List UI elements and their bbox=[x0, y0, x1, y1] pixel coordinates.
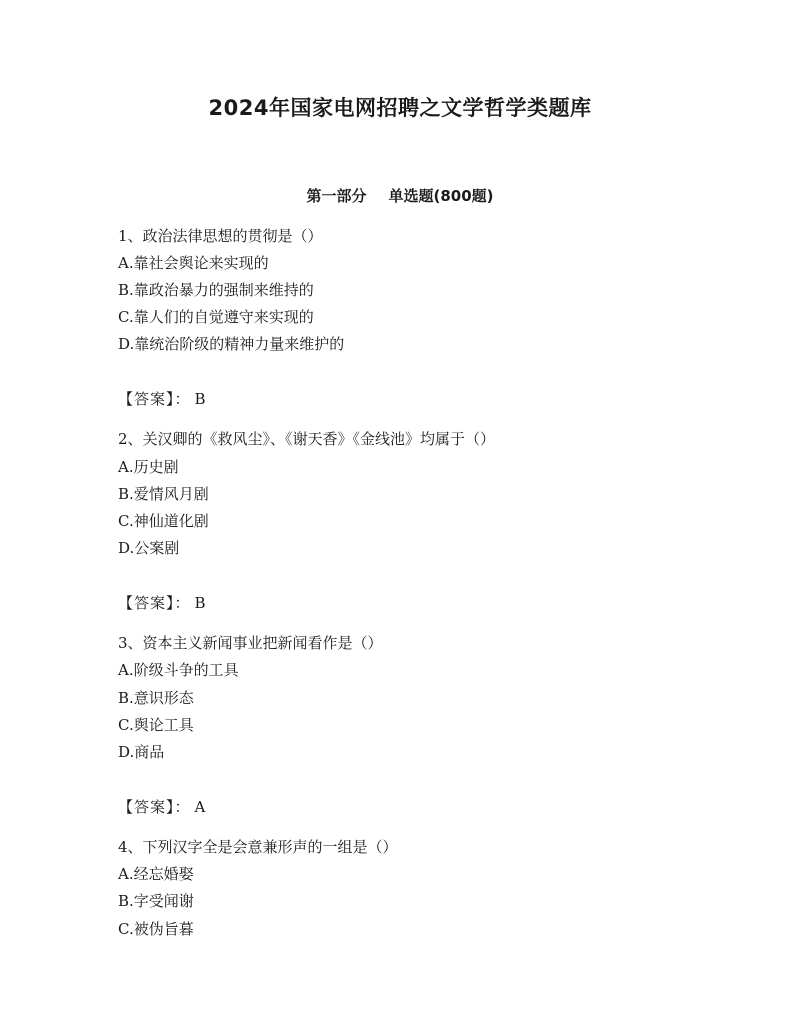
question-option: C.被伪旨暮 bbox=[118, 920, 194, 938]
question-option: C.舆论工具 bbox=[118, 716, 194, 734]
section-heading bbox=[0, 185, 800, 206]
answer-label: 【答案】： bbox=[118, 594, 191, 612]
section-name: 单选题(800题) bbox=[388, 187, 494, 205]
question-option: D.商品 bbox=[118, 743, 165, 761]
question-option: B.意识形态 bbox=[118, 689, 194, 707]
document-title: 2024年国家电网招聘之文学哲学类题库 bbox=[208, 96, 592, 120]
answer-label: 【答案】： bbox=[118, 798, 191, 816]
section-part: 第一部分 bbox=[306, 187, 367, 205]
question-option: A.经忘婚娶 bbox=[118, 865, 194, 883]
question-option: A.历史剧 bbox=[118, 458, 179, 476]
answer-value: A bbox=[194, 798, 206, 816]
question-option: C.靠人们的自觉遵守来实现的 bbox=[118, 308, 314, 326]
question-option: A.阶级斗争的工具 bbox=[118, 661, 239, 679]
question-stem: 2、关汉卿的《救风尘》、《谢天香》《金线池》均属于（） bbox=[118, 430, 496, 448]
answer-line bbox=[118, 389, 206, 409]
question-option: B.字受闻谢 bbox=[118, 892, 194, 910]
question-option: C.神仙道化剧 bbox=[118, 512, 209, 530]
question-option: B.爱情风月剧 bbox=[118, 485, 209, 503]
question-option: B.靠政治暴力的强制来维持的 bbox=[118, 281, 314, 299]
answer-value: B bbox=[194, 594, 206, 612]
answer-line bbox=[118, 593, 206, 613]
question-option: D.靠统治阶级的精神力量来维护的 bbox=[118, 335, 345, 353]
answer-line bbox=[118, 797, 205, 817]
answer-value: B bbox=[194, 390, 206, 408]
question-option: A.靠社会舆论来实现的 bbox=[118, 254, 269, 272]
question-stem: 1、政治法律思想的贯彻是（） bbox=[118, 227, 323, 245]
question-stem: 3、资本主义新闻事业把新闻看作是（） bbox=[118, 634, 383, 652]
answer-label: 【答案】： bbox=[118, 390, 191, 408]
question-option: D.公案剧 bbox=[118, 539, 180, 557]
question-stem: 4、下列汉字全是会意兼形声的一组是（） bbox=[118, 838, 398, 856]
